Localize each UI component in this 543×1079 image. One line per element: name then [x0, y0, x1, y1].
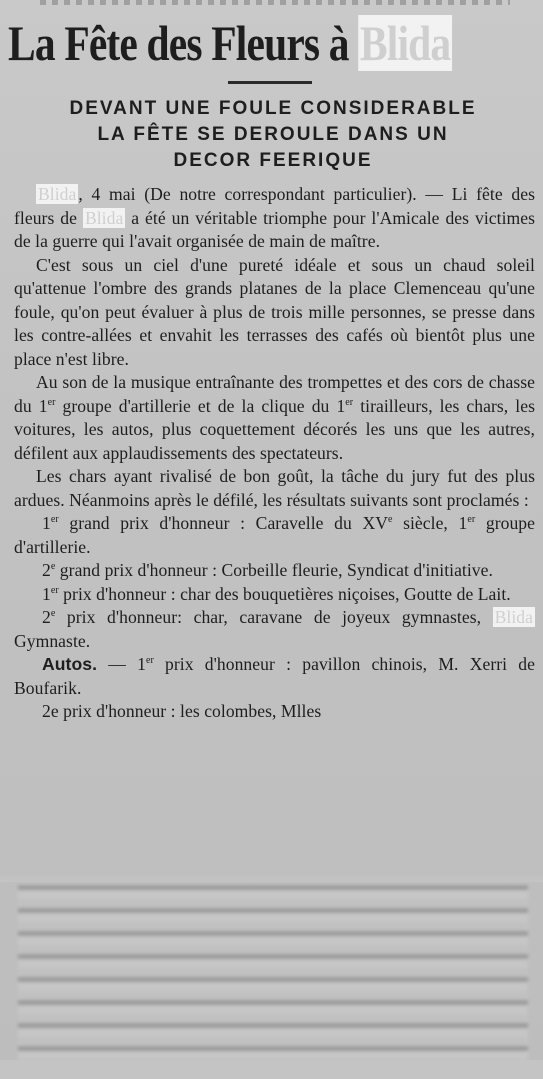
ordinal-suffix: er	[145, 655, 154, 667]
headline	[8, 8, 451, 78]
headline-prefix: La Fête des Fleurs à	[8, 15, 359, 71]
paragraph-3-text-b: groupe d'artillerie et de la clique du 1	[55, 395, 346, 416]
paragraph-1-text-a: , 4 mai (De notre correspondant particulier). — Li fête des fleurs de	[14, 184, 535, 228]
cutoff-fade	[0, 872, 543, 882]
autos-prize	[14, 653, 535, 700]
prize-text-b: siècle, 1	[392, 513, 468, 533]
prize-4	[14, 606, 535, 653]
blurred-text-region	[18, 882, 528, 1060]
paragraph-2: C'est sous un ciel d'une pureté idéale et sous un chaud soleil qu'attenue l'ombre des grands platanes de la place Clemenceau qu'une foule, qu'on peut évaluer à plus de trois mille personnes, se presse dans les contre-allées et envahit les terrasses des cafés où bientôt plus une place n'est libre.	[14, 254, 535, 369]
subhead-line-3: DECOR FEERIQUE	[173, 150, 373, 171]
prize-number: 1	[42, 513, 51, 533]
prize-number: 1	[42, 583, 51, 604]
subhead-line-2: LA FÊTE SE DEROULE DANS UN	[97, 124, 449, 145]
prize-text-b: Gymnaste.	[14, 630, 91, 651]
ordinal-suffix: er	[345, 396, 354, 408]
prize-text-a: prix d'honneur : char des bouquetières niçoises, Goutte de Lait.	[58, 583, 511, 604]
autos-dash: — 1	[97, 654, 146, 674]
paragraph-4: Les chars ayant rivalisé de bon goût, la tâche du jury fut des plus ardues. Néanmoins après le défilé, les résultats suivants sont proclamés :	[14, 466, 535, 510]
prize-2	[14, 559, 535, 583]
prize-text-a: grand prix d'honneur : Corbeille fleurie, Syndicat d'initiative.	[55, 560, 493, 580]
headline-rule	[228, 81, 312, 84]
prize-3	[14, 583, 535, 607]
paragraph-3-text-a: Au son de la musique entraînante des trompettes et des cors de chasse du 1	[14, 372, 535, 416]
prize-text-c: groupe d'artillerie.	[14, 513, 536, 557]
headline-place-redacted: Blida	[359, 15, 451, 71]
prize-number: 2	[42, 607, 51, 627]
paragraph-1-text-b: a été un véritable triomphe pour l'Amicale des victimes de la guerre qui l'avait organisée de main de maître.	[14, 207, 535, 251]
prize-number: 2	[42, 560, 51, 580]
article-body	[14, 183, 535, 724]
previous-article-fragment	[40, 0, 510, 5]
place-redacted: Blida	[84, 207, 124, 228]
ordinal-suffix: er	[467, 514, 476, 526]
prize-text-a: prix d'honneur: char, caravane de joyeux gymnastes,	[55, 607, 493, 627]
place-redacted: Blida	[494, 607, 533, 627]
ordinal-suffix: er	[50, 514, 59, 526]
ordinal-suffix: e	[387, 514, 393, 526]
paragraph-1	[14, 183, 535, 254]
prize-text-a: grand prix d'honneur : Caravelle du XV	[58, 513, 388, 533]
autos-label: Autos.	[42, 654, 98, 674]
autos-text: prix d'honneur : pavillon chinois, M. Xerri de Boufarik.	[14, 654, 535, 698]
cut-off-line: 2e prix d'honneur : les colombes, Mlles	[42, 701, 322, 721]
subhead-line-1: DEVANT UNE FOULE CONSIDERABLE	[69, 98, 477, 119]
ordinal-suffix: e	[50, 561, 56, 573]
paragraph-3-text-c: tirailleurs, les chars, les voitures, les autos, plus coquettement décorés les uns que les autres, défilent aux applaudissements des spectateurs.	[14, 395, 535, 463]
place-redacted: Blida	[38, 184, 77, 204]
ordinal-suffix: er	[47, 396, 56, 408]
subheadline	[12, 96, 534, 174]
ordinal-suffix: er	[50, 584, 59, 596]
bottom-margin	[0, 1060, 543, 1079]
paragraph-3	[14, 371, 535, 465]
ordinal-suffix: e	[50, 608, 56, 620]
prize-1	[14, 512, 535, 559]
